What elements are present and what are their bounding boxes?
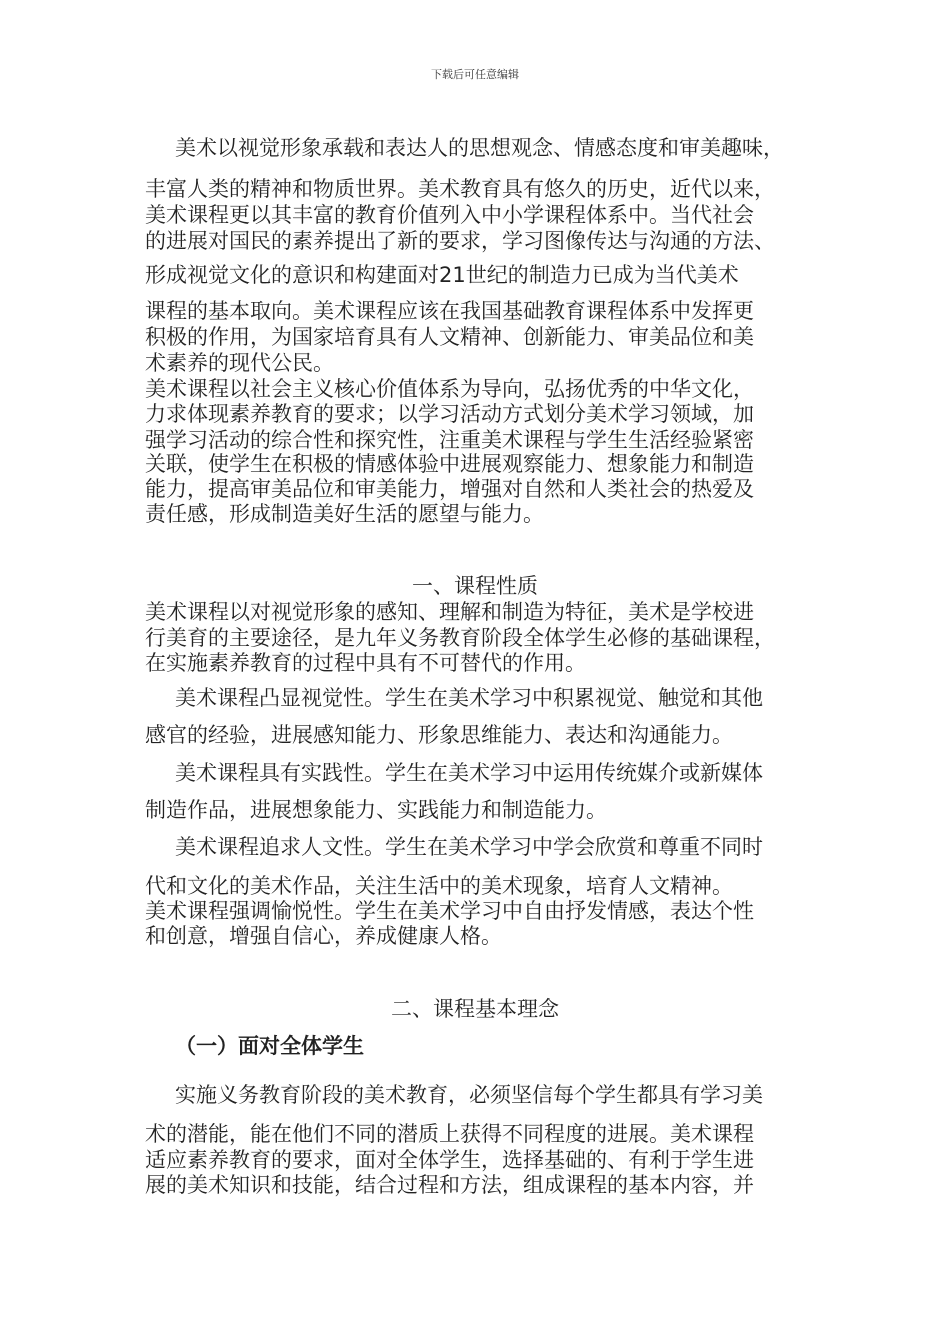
paragraph-line: 丰富人类的精神和物质世界。美术教育具有悠久的历史，近代以来， — [145, 177, 775, 201]
paragraph-line: 美术课程凸显视觉性。学生在美术学习中积累视觉、触觉和其他 — [175, 686, 763, 710]
paragraph-line: 美术课程追求人文性。学生在美术学习中学会欣赏和尊重不同时 — [175, 835, 763, 859]
paragraph-line: 力求体现素养教育的要求；以学习活动方式划分美术学习领域，加 — [145, 402, 754, 426]
paragraph-line: 感官的经验，进展感知能力、形象思维能力、表达和沟通能力。 — [145, 723, 733, 747]
paragraph-line: 术的潜能，能在他们不同的潜质上获得不同程度的进展。美术课程 — [145, 1122, 754, 1146]
paragraph-line: 行美育的主要途径，是九年义务教育阶段全体学生必修的基础课程， — [145, 626, 775, 650]
paragraph-line: 术素养的现代公民。 — [145, 351, 334, 375]
paragraph-line: 展的美术知识和技能，结合过程和方法，组成课程的基本内容，并 — [145, 1173, 754, 1197]
paragraph-line: 形成视觉文化的意识和构建面对21世纪的制造力已成为当代美术 — [145, 263, 739, 287]
paragraph-line: 课程的基本取向。美术课程应该在我国基础教育课程体系中发挥更 — [145, 299, 754, 323]
paragraph-line: 美术课程强调愉悦性。学生在美术学习中自由抒发情感，表达个性 — [145, 899, 754, 923]
paragraph-line: 美术以视觉形象承载和表达人的思想观念、情感态度和审美趣味， — [175, 136, 784, 160]
paragraph-line: 责任感，形成制造美好生活的愿望与能力。 — [145, 502, 544, 526]
paragraph-line: 美术课程以社会主义核心价值体系为导向，弘扬优秀的中华文化， — [145, 377, 754, 401]
paragraph-line: 能力，提高审美品位和审美能力，增强对自然和人类社会的热爱及 — [145, 477, 754, 501]
paragraph-line: 代和文化的美术作品，关注生活中的美术现象，培育人文精神。 — [145, 874, 733, 898]
paragraph-line: 在实施素养教育的过程中具有不可替代的作用。 — [145, 651, 586, 675]
paragraph-line: 美术课程具有实践性。学生在美术学习中运用传统媒介或新媒体 — [175, 761, 763, 785]
subsection-heading: （一）面对全体学生 — [175, 1034, 364, 1058]
paragraph-line: 的进展对国民的素养提出了新的要求，学习图像传达与沟通的方法、 — [145, 229, 775, 253]
paragraph-line: 适应素养教育的要求，面对全体学生，选择基础的、有利于学生进 — [145, 1148, 754, 1172]
paragraph-line: 和创意，增强自信心，养成健康人格。 — [145, 924, 502, 948]
paragraph-line: 美术课程以对视觉形象的感知、理解和制造为特征，美术是学校进 — [145, 600, 754, 624]
paragraph-line: 强学习活动的综合性和探究性，注重美术课程与学生生活经验紧密 — [145, 428, 754, 452]
paragraph-line: 实施义务教育阶段的美术教育，必须坚信每个学生都具有学习美 — [175, 1083, 763, 1107]
paragraph-line: 积极的作用，为国家培育具有人文精神、创新能力、审美品位和美 — [145, 325, 754, 349]
paragraph-line: 关联，使学生在积极的情感体验中进展观察能力、想象能力和制造 — [145, 452, 754, 476]
page-header: 下载后可任意编辑 — [431, 68, 519, 81]
section-heading: 二、课程基本理念 — [391, 997, 559, 1021]
section-heading: 一、课程性质 — [412, 574, 538, 598]
paragraph-line: 制造作品，进展想象能力、实践能力和制造能力。 — [145, 798, 607, 822]
paragraph-line: 美术课程更以其丰富的教育价值列入中小学课程体系中。当代社会 — [145, 203, 754, 227]
